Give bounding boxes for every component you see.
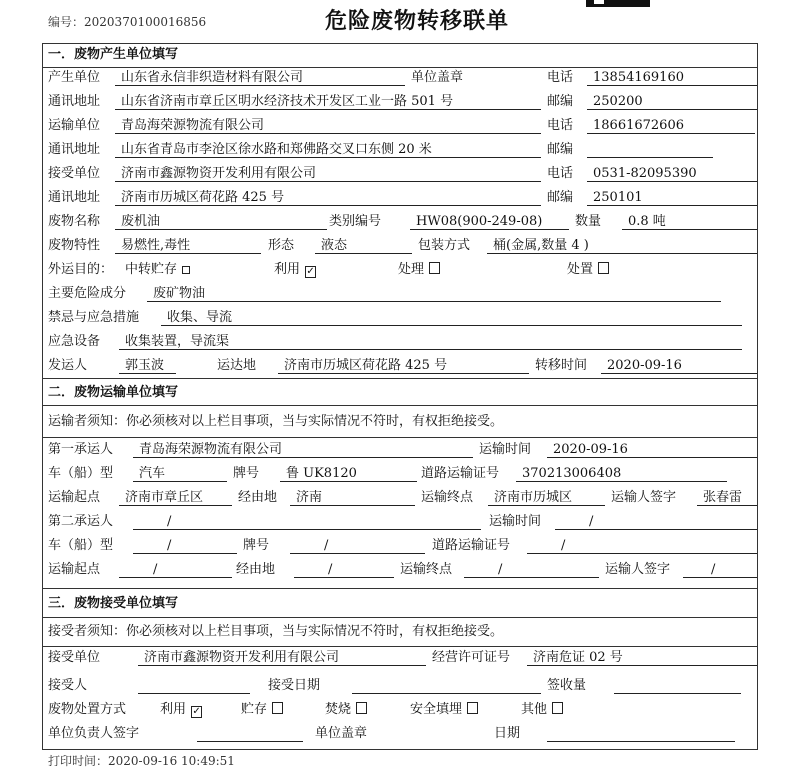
receiver-unit-label: 接受单位 <box>48 166 101 181</box>
receiver-person-label: 接受人 <box>48 678 88 693</box>
print-time-label: 打印时间： <box>48 754 109 768</box>
divider <box>42 378 758 379</box>
waste-property-field[interactable]: 易燃性,毒性 <box>115 238 261 254</box>
via1-field[interactable]: 济南 <box>290 490 415 506</box>
received-amount-label: 签收量 <box>547 678 587 693</box>
purpose-option-label: 利用 <box>274 262 301 277</box>
destination-label: 运达地 <box>217 358 257 373</box>
carrier2-field[interactable]: / <box>133 514 481 530</box>
disposal-option-label: 焚烧 <box>325 702 352 717</box>
disposal-option[interactable] <box>241 702 283 718</box>
transfer-time-field[interactable]: 2020-09-16 <box>601 358 757 374</box>
receiver-address-field[interactable]: 济南市历城区荷花路 425 号 <box>115 190 541 206</box>
producer-field[interactable]: 山东省永信非织造材料有限公司 <box>115 70 405 86</box>
divider <box>42 617 758 618</box>
via2-field[interactable]: / <box>294 562 394 578</box>
carrier1-field[interactable]: 青岛海荣源物流有限公司 <box>133 442 473 458</box>
receiver-zip-label: 邮编 <box>547 190 574 205</box>
plate2-field[interactable]: / <box>290 538 425 554</box>
transport-phone-field[interactable]: 18661672606 <box>587 118 755 134</box>
receiver-unit-field[interactable]: 济南市鑫源物资开发利用有限公司 <box>115 166 541 182</box>
shipper-field[interactable]: 郭玉波 <box>119 358 176 374</box>
sign2-label: 运输人签字 <box>605 562 671 577</box>
divider <box>42 405 758 406</box>
sign1-label: 运输人签字 <box>611 490 677 505</box>
disposal-option[interactable] <box>160 702 202 718</box>
divider <box>42 588 758 589</box>
plate1-field[interactable]: 鲁 UK8120 <box>280 466 417 482</box>
disposal-option[interactable] <box>521 702 563 718</box>
print-time-value: 2020-09-16 10:49:51 <box>108 754 235 768</box>
disposal-option-label: 其他 <box>521 702 548 717</box>
producer-zip-label: 邮编 <box>547 94 574 109</box>
checkbox-icon[interactable] <box>272 702 283 714</box>
hazard-field[interactable]: 废矿物油 <box>147 286 721 302</box>
sign2-field[interactable]: / <box>683 562 757 578</box>
purpose-option-label: 处置 <box>567 262 594 277</box>
receiver-zip-field[interactable]: 250101 <box>587 190 757 206</box>
sign1-field[interactable]: 张春雷 <box>697 490 757 506</box>
vehicle1-label: 车（船）型 <box>48 466 114 481</box>
time2-field[interactable]: / <box>555 514 757 530</box>
receiver-address-label: 通讯地址 <box>48 190 101 205</box>
transport-address-label: 通讯地址 <box>48 142 101 157</box>
purpose-option[interactable] <box>274 262 316 278</box>
receiver-phone-label: 电话 <box>547 166 574 181</box>
transport-address-field[interactable]: 山东省青岛市李沧区徐水路和郑佛路交叉口东侧 20 米 <box>115 142 541 158</box>
manager-sign-label: 单位负责人签字 <box>48 726 140 741</box>
transport-zip-field[interactable] <box>587 142 713 158</box>
disposal-option-label: 安全填埋 <box>410 702 463 717</box>
checkbox-icon[interactable] <box>552 702 563 714</box>
disposal-option[interactable] <box>410 702 478 718</box>
manager-sign-field[interactable] <box>197 726 303 742</box>
category-label: 类别编号 <box>329 214 382 229</box>
end1-field[interactable]: 济南市历城区 <box>488 490 605 506</box>
end2-field[interactable]: / <box>464 562 599 578</box>
producer-address-label: 通讯地址 <box>48 94 101 109</box>
section-1-title: 一．废物产生单位填写 <box>48 47 179 62</box>
waste-form-field[interactable]: 液态 <box>315 238 412 254</box>
time1-label: 运输时间 <box>479 442 532 457</box>
time2-label: 运输时间 <box>489 514 542 529</box>
start2-label: 运输起点 <box>48 562 101 577</box>
qr-code <box>586 0 650 7</box>
license-field[interactable]: 济南危证 02 号 <box>527 650 757 666</box>
license-label: 经营许可证号 <box>432 650 511 665</box>
taboo-field[interactable]: 收集、导流 <box>161 310 742 326</box>
checkbox-icon[interactable] <box>467 702 478 714</box>
taboo-label: 禁忌与应急措施 <box>48 310 140 325</box>
disposal-option-label: 利用 <box>160 702 187 717</box>
serial-value: 2020370100016856 <box>84 15 207 29</box>
start1-label: 运输起点 <box>48 490 101 505</box>
package-label: 包装方式 <box>418 238 471 253</box>
purpose-label: 外运目的： <box>48 262 114 277</box>
permit2-label: 道路运输证号 <box>432 538 511 553</box>
carrier2-label: 第二承运人 <box>48 514 114 529</box>
transport-unit-field[interactable]: 青岛海荣源物流有限公司 <box>115 118 541 134</box>
purpose-option[interactable] <box>398 262 440 278</box>
checkbox-checked-icon[interactable]: ✓ <box>306 266 315 277</box>
receiving-unit-label: 接受单位 <box>48 650 101 665</box>
plate2-label: 牌号 <box>243 538 270 553</box>
transport-phone-label: 电话 <box>547 118 574 133</box>
waste-name-label: 废物名称 <box>48 214 101 229</box>
section-3-title: 三．废物接受单位填写 <box>48 596 179 611</box>
sign-date-label: 日期 <box>494 726 521 741</box>
waste-name-field[interactable]: 废机油 <box>115 214 327 230</box>
sign-date-field[interactable] <box>547 726 735 742</box>
producer-phone-label: 电话 <box>547 70 574 85</box>
equipment-label: 应急设备 <box>48 334 101 349</box>
destination-field[interactable]: 济南市历城区荷花路 425 号 <box>278 358 529 374</box>
section-2-title: 二．废物运输单位填写 <box>48 385 179 400</box>
category-field[interactable]: HW08(900-249-08) <box>410 214 569 230</box>
serial-label: 编号： <box>48 15 85 29</box>
divider <box>42 437 758 438</box>
transport-unit-label: 运输单位 <box>48 118 101 133</box>
serial-number <box>48 13 206 30</box>
end2-label: 运输终点 <box>400 562 453 577</box>
receiver-notice-label: 接受者须知：你必须核对以上栏目事项，当与实际情况不符时，有权拒绝接受。 <box>48 624 504 639</box>
producer-seal-label: 单位盖章 <box>411 70 464 85</box>
permit1-label: 道路运输证号 <box>421 466 500 481</box>
shipper-label: 发运人 <box>48 358 88 373</box>
transfer-time-label: 转移时间 <box>535 358 588 373</box>
quantity-label: 数量 <box>575 214 602 229</box>
permit1-field[interactable]: 370213006408 <box>516 466 727 482</box>
purpose-option-label: 中转贮存 <box>125 262 178 277</box>
producer-address-field[interactable]: 山东省济南市章丘区明水经济技术开发区工业一路 501 号 <box>115 94 541 110</box>
time1-field[interactable]: 2020-09-16 <box>547 442 757 458</box>
producer-zip-field[interactable]: 250200 <box>587 94 757 110</box>
transport-notice-label: 运输者须知：你必须核对以上栏目事项，当与实际情况不符时，有权拒绝接受。 <box>48 414 504 429</box>
end1-label: 运输终点 <box>421 490 474 505</box>
package-field[interactable]: 桶(金属,数量 4 ) <box>487 238 757 254</box>
checkbox-checked-icon[interactable]: ✓ <box>192 706 201 717</box>
waste-property-label: 废物特性 <box>48 238 101 253</box>
received-amount-field[interactable] <box>614 678 741 694</box>
hazard-label: 主要危险成分 <box>48 286 127 301</box>
disposal-option-label: 贮存 <box>241 702 268 717</box>
plate1-label: 牌号 <box>233 466 260 481</box>
divider <box>42 646 758 647</box>
print-time <box>48 752 235 769</box>
receiver-person-field[interactable] <box>138 678 250 694</box>
checkbox-icon[interactable] <box>598 262 609 274</box>
producer-phone-field[interactable]: 13854169160 <box>587 70 757 86</box>
start2-field[interactable]: / <box>119 562 232 578</box>
transport-zip-label: 邮编 <box>547 142 574 157</box>
start1-field[interactable]: 济南市章丘区 <box>119 490 232 506</box>
receiving-unit-field[interactable]: 济南市鑫源物资开发利用有限公司 <box>138 650 426 666</box>
vehicle2-field[interactable]: / <box>133 538 237 554</box>
receive-date-field[interactable] <box>352 678 541 694</box>
carrier1-label: 第一承运人 <box>48 442 114 457</box>
purpose-option[interactable] <box>125 262 190 278</box>
disposal-option[interactable] <box>325 702 367 718</box>
producer-label: 产生单位 <box>48 70 101 85</box>
permit2-field[interactable]: / <box>527 538 757 554</box>
checkbox-icon[interactable] <box>429 262 440 274</box>
via1-label: 经由地 <box>238 490 278 505</box>
receiver-phone-field[interactable]: 0531-82095390 <box>587 166 757 182</box>
checkbox-icon[interactable] <box>356 702 367 714</box>
disposal-label: 废物处置方式 <box>48 702 127 717</box>
receive-date-label: 接受日期 <box>268 678 321 693</box>
receiver-seal-label: 单位盖章 <box>315 726 368 741</box>
purpose-option[interactable] <box>567 262 609 278</box>
quantity-field[interactable]: 0.8 吨 <box>622 214 757 230</box>
divider <box>42 67 758 68</box>
page-title: 危险废物转移联单 <box>325 9 510 34</box>
checkbox-icon[interactable] <box>182 266 190 274</box>
waste-form-label: 形态 <box>268 238 295 253</box>
equipment-field[interactable]: 收集装置，导流渠 <box>119 334 742 350</box>
vehicle2-label: 车（船）型 <box>48 538 114 553</box>
purpose-option-label: 处理 <box>398 262 425 277</box>
vehicle1-field[interactable]: 汽车 <box>133 466 227 482</box>
via2-label: 经由地 <box>236 562 276 577</box>
